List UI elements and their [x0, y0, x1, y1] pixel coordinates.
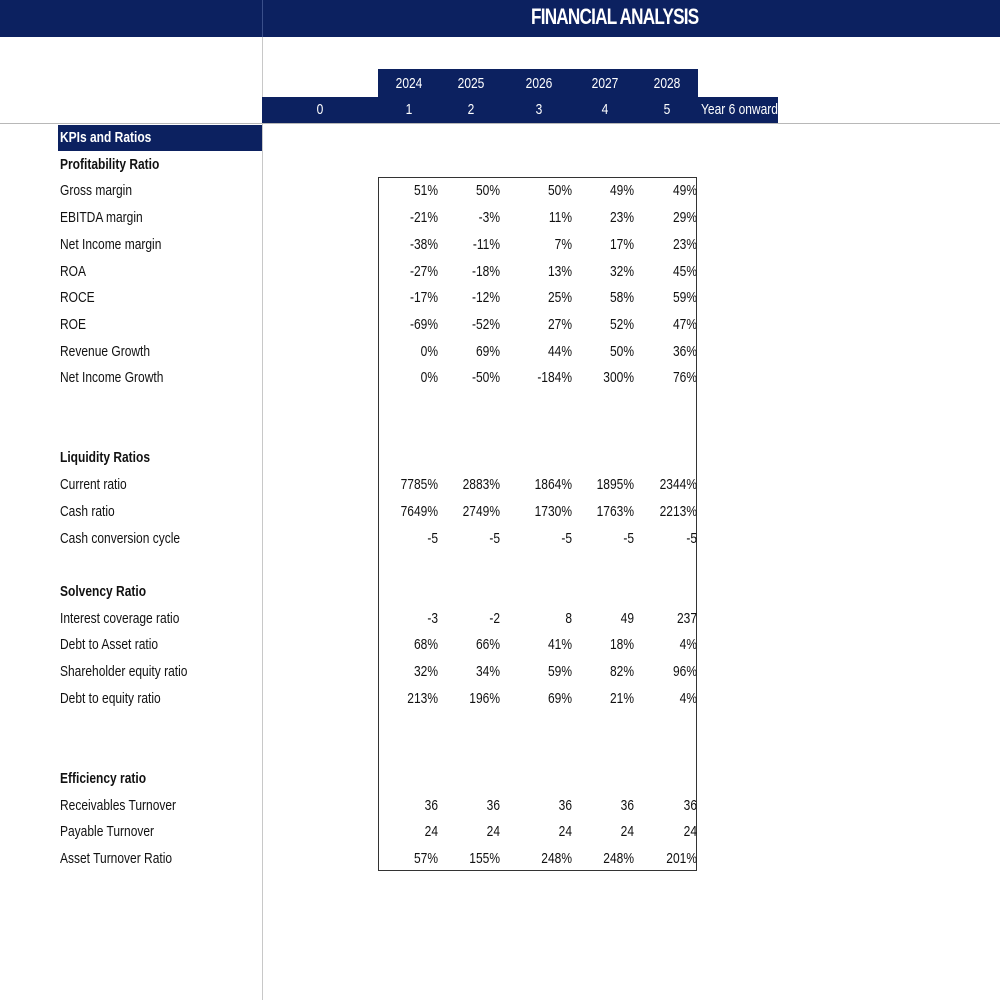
cell-value[interactable]: 57%: [413, 849, 438, 867]
table-row: [0, 312, 1000, 338]
cell-value[interactable]: 69%: [547, 689, 572, 707]
kpi-header: [58, 125, 262, 151]
cell-value[interactable]: -5: [686, 529, 697, 547]
cell-value[interactable]: 1895%: [596, 476, 634, 494]
cell-value[interactable]: 82%: [609, 663, 634, 680]
section-title: Liquidity Ratios: [60, 449, 150, 467]
cell-value[interactable]: -5: [489, 529, 500, 547]
cell-value[interactable]: 34%: [475, 663, 500, 680]
section-title: Efficiency ratio: [60, 769, 147, 787]
cell-value[interactable]: 196%: [469, 689, 500, 707]
cell-value[interactable]: 17%: [609, 235, 634, 253]
table-row: [0, 686, 1000, 712]
year-header: 2024: [395, 75, 423, 92]
cell-value[interactable]: 69%: [475, 342, 500, 360]
section-header: [0, 579, 1000, 605]
cell-value[interactable]: 36: [558, 796, 572, 814]
cell-value[interactable]: 248%: [603, 849, 634, 867]
cell-value[interactable]: 41%: [547, 636, 572, 654]
cell-value[interactable]: 51%: [413, 182, 438, 200]
table-row: [0, 499, 1000, 525]
table-row: [0, 205, 1000, 231]
cell-value[interactable]: 11%: [548, 209, 572, 227]
table-row: [0, 819, 1000, 845]
cell-value[interactable]: 76%: [672, 369, 697, 387]
table-row: [0, 339, 1000, 365]
cell-value[interactable]: 24: [558, 823, 572, 841]
cell-value[interactable]: -5: [623, 529, 634, 547]
title-bar: [0, 0, 1000, 37]
period-header: 3: [535, 101, 543, 118]
cell-value[interactable]: 1864%: [534, 476, 572, 494]
section-title: Profitability Ratio: [60, 155, 160, 173]
cell-value[interactable]: 50%: [547, 182, 572, 200]
table-row: [0, 632, 1000, 658]
cell-value[interactable]: 36%: [672, 342, 697, 360]
period-header: 0: [316, 101, 324, 118]
cell-value[interactable]: -12%: [471, 289, 500, 307]
cell-value[interactable]: 1763%: [596, 502, 634, 520]
cell-value[interactable]: 32%: [609, 262, 634, 280]
row-label: Asset Turnover Ratio: [60, 849, 173, 867]
row-label: Current ratio: [60, 476, 127, 494]
cell-value[interactable]: 4%: [679, 636, 697, 654]
row-label: ROCE: [60, 289, 95, 307]
table-row: [0, 526, 1000, 552]
row-label: Net Income margin: [60, 235, 162, 253]
cell-value[interactable]: 21%: [609, 689, 634, 707]
row-label: Shareholder equity ratio: [60, 663, 188, 680]
cell-value[interactable]: 49%: [609, 182, 634, 200]
cell-value[interactable]: -18%: [471, 262, 500, 280]
cell-value[interactable]: -52%: [471, 315, 500, 333]
section-title: Solvency Ratio: [60, 582, 147, 600]
cell-value[interactable]: 237: [676, 609, 697, 627]
cell-value[interactable]: -21%: [409, 209, 438, 227]
period-header: 2: [467, 101, 475, 118]
cell-value[interactable]: 36: [424, 796, 438, 814]
cell-value[interactable]: 29%: [672, 209, 697, 227]
cell-value[interactable]: 18%: [609, 636, 634, 654]
cell-value[interactable]: 2213%: [659, 502, 697, 520]
cell-value[interactable]: 7785%: [400, 476, 438, 494]
row-label: ROA: [60, 262, 87, 280]
cell-value[interactable]: 2749%: [462, 502, 500, 520]
table-row: [0, 178, 1000, 204]
row-label: Debt to equity ratio: [60, 689, 161, 707]
cell-value[interactable]: 24: [486, 823, 500, 841]
cell-value[interactable]: 50%: [609, 342, 634, 360]
row-label: Revenue Growth: [60, 342, 151, 360]
cell-value[interactable]: 7649%: [400, 502, 438, 520]
cell-value[interactable]: 59%: [547, 663, 572, 680]
cell-value[interactable]: 2883%: [462, 476, 500, 494]
period-header: 5: [663, 101, 671, 118]
cell-value[interactable]: -3%: [478, 209, 500, 227]
cell-value[interactable]: 24: [683, 823, 697, 841]
cell-value[interactable]: 155%: [469, 849, 500, 867]
table-row: [0, 659, 1000, 685]
page-title: FINANCIAL ANALYSIS: [531, 4, 699, 29]
cell-value[interactable]: 49: [620, 609, 634, 627]
section-header: [0, 445, 1000, 471]
row-label: Cash conversion cycle: [60, 529, 181, 547]
cell-value[interactable]: 50%: [475, 182, 500, 200]
cell-value[interactable]: 36: [486, 796, 500, 814]
cell-value[interactable]: -2: [489, 609, 500, 627]
table-row: [0, 285, 1000, 311]
cell-value[interactable]: 36: [683, 796, 697, 814]
cell-value[interactable]: 300%: [603, 369, 634, 387]
cell-value[interactable]: 0%: [420, 369, 438, 387]
cell-value[interactable]: 8: [565, 609, 572, 627]
cell-value[interactable]: 23%: [672, 235, 697, 253]
row-label: ROE: [60, 315, 87, 333]
cell-value[interactable]: 25%: [547, 289, 572, 307]
table-row: [0, 606, 1000, 632]
cell-value[interactable]: -5: [561, 529, 572, 547]
cell-value[interactable]: 24: [424, 823, 438, 841]
cell-value[interactable]: -5: [427, 529, 438, 547]
cell-value[interactable]: 23%: [609, 209, 634, 227]
cell-value[interactable]: -17%: [409, 289, 438, 307]
year-header: 2028: [653, 75, 681, 92]
cell-value[interactable]: 45%: [672, 262, 697, 280]
divider: [262, 0, 263, 37]
cell-value[interactable]: 58%: [609, 289, 634, 307]
cell-value[interactable]: 49%: [672, 182, 697, 200]
cell-value[interactable]: 36: [620, 796, 634, 814]
section-header: [0, 152, 1000, 178]
cell-value[interactable]: -50%: [471, 369, 500, 387]
row-label: Net Income Growth: [60, 369, 164, 387]
cell-value[interactable]: 68%: [413, 636, 438, 654]
cell-value[interactable]: 66%: [475, 636, 500, 654]
table-row: [0, 232, 1000, 258]
cell-value[interactable]: -3: [427, 609, 438, 627]
row-label: Cash ratio: [60, 502, 115, 520]
cell-value[interactable]: -11%: [472, 235, 500, 253]
row-label: Interest coverage ratio: [60, 609, 180, 627]
cell-value[interactable]: 59%: [672, 289, 697, 307]
cell-value[interactable]: 96%: [672, 663, 697, 680]
cell-value[interactable]: 13%: [547, 262, 572, 280]
cell-value[interactable]: 47%: [672, 315, 697, 333]
year-header: 2027: [591, 75, 619, 92]
cell-value[interactable]: 2344%: [659, 476, 697, 494]
section-header: [0, 766, 1000, 792]
kpi-header-label: KPIs and Ratios: [60, 129, 152, 146]
year-header: 2025: [457, 75, 485, 92]
cell-value[interactable]: 0%: [420, 342, 438, 360]
cell-value[interactable]: 213%: [407, 689, 438, 707]
row-label: Gross margin: [60, 182, 133, 200]
cell-value[interactable]: 201%: [666, 849, 697, 867]
cell-value[interactable]: 24: [620, 823, 634, 841]
cell-value[interactable]: -27%: [409, 262, 438, 280]
row-label: EBITDA margin: [60, 209, 143, 227]
cell-value[interactable]: 4%: [679, 689, 697, 707]
table-row: [0, 365, 1000, 391]
cell-value[interactable]: 1730%: [534, 502, 572, 520]
cell-value[interactable]: 32%: [413, 663, 438, 680]
table-row: [0, 472, 1000, 498]
period-header: 4: [601, 101, 609, 118]
table-row: [0, 259, 1000, 285]
cell-value[interactable]: 52%: [609, 315, 634, 333]
table-row: [0, 846, 1000, 872]
row-label: Payable Turnover: [60, 823, 155, 841]
header-divider: [0, 123, 1000, 124]
row-label: Receivables Turnover: [60, 796, 177, 814]
cell-value[interactable]: 7%: [554, 235, 572, 253]
cell-value[interactable]: 27%: [547, 315, 572, 333]
row-label: Debt to Asset ratio: [60, 636, 159, 654]
period-header: Year 6 onwards: [701, 101, 784, 118]
cell-value[interactable]: 44%: [547, 342, 572, 360]
cell-value[interactable]: 248%: [541, 849, 572, 867]
cell-value[interactable]: -184%: [537, 369, 572, 387]
cell-value[interactable]: -69%: [409, 315, 438, 333]
cell-value[interactable]: -38%: [409, 235, 438, 253]
period-header: 1: [405, 101, 413, 118]
table-row: [0, 793, 1000, 819]
year-header: 2026: [525, 75, 553, 92]
